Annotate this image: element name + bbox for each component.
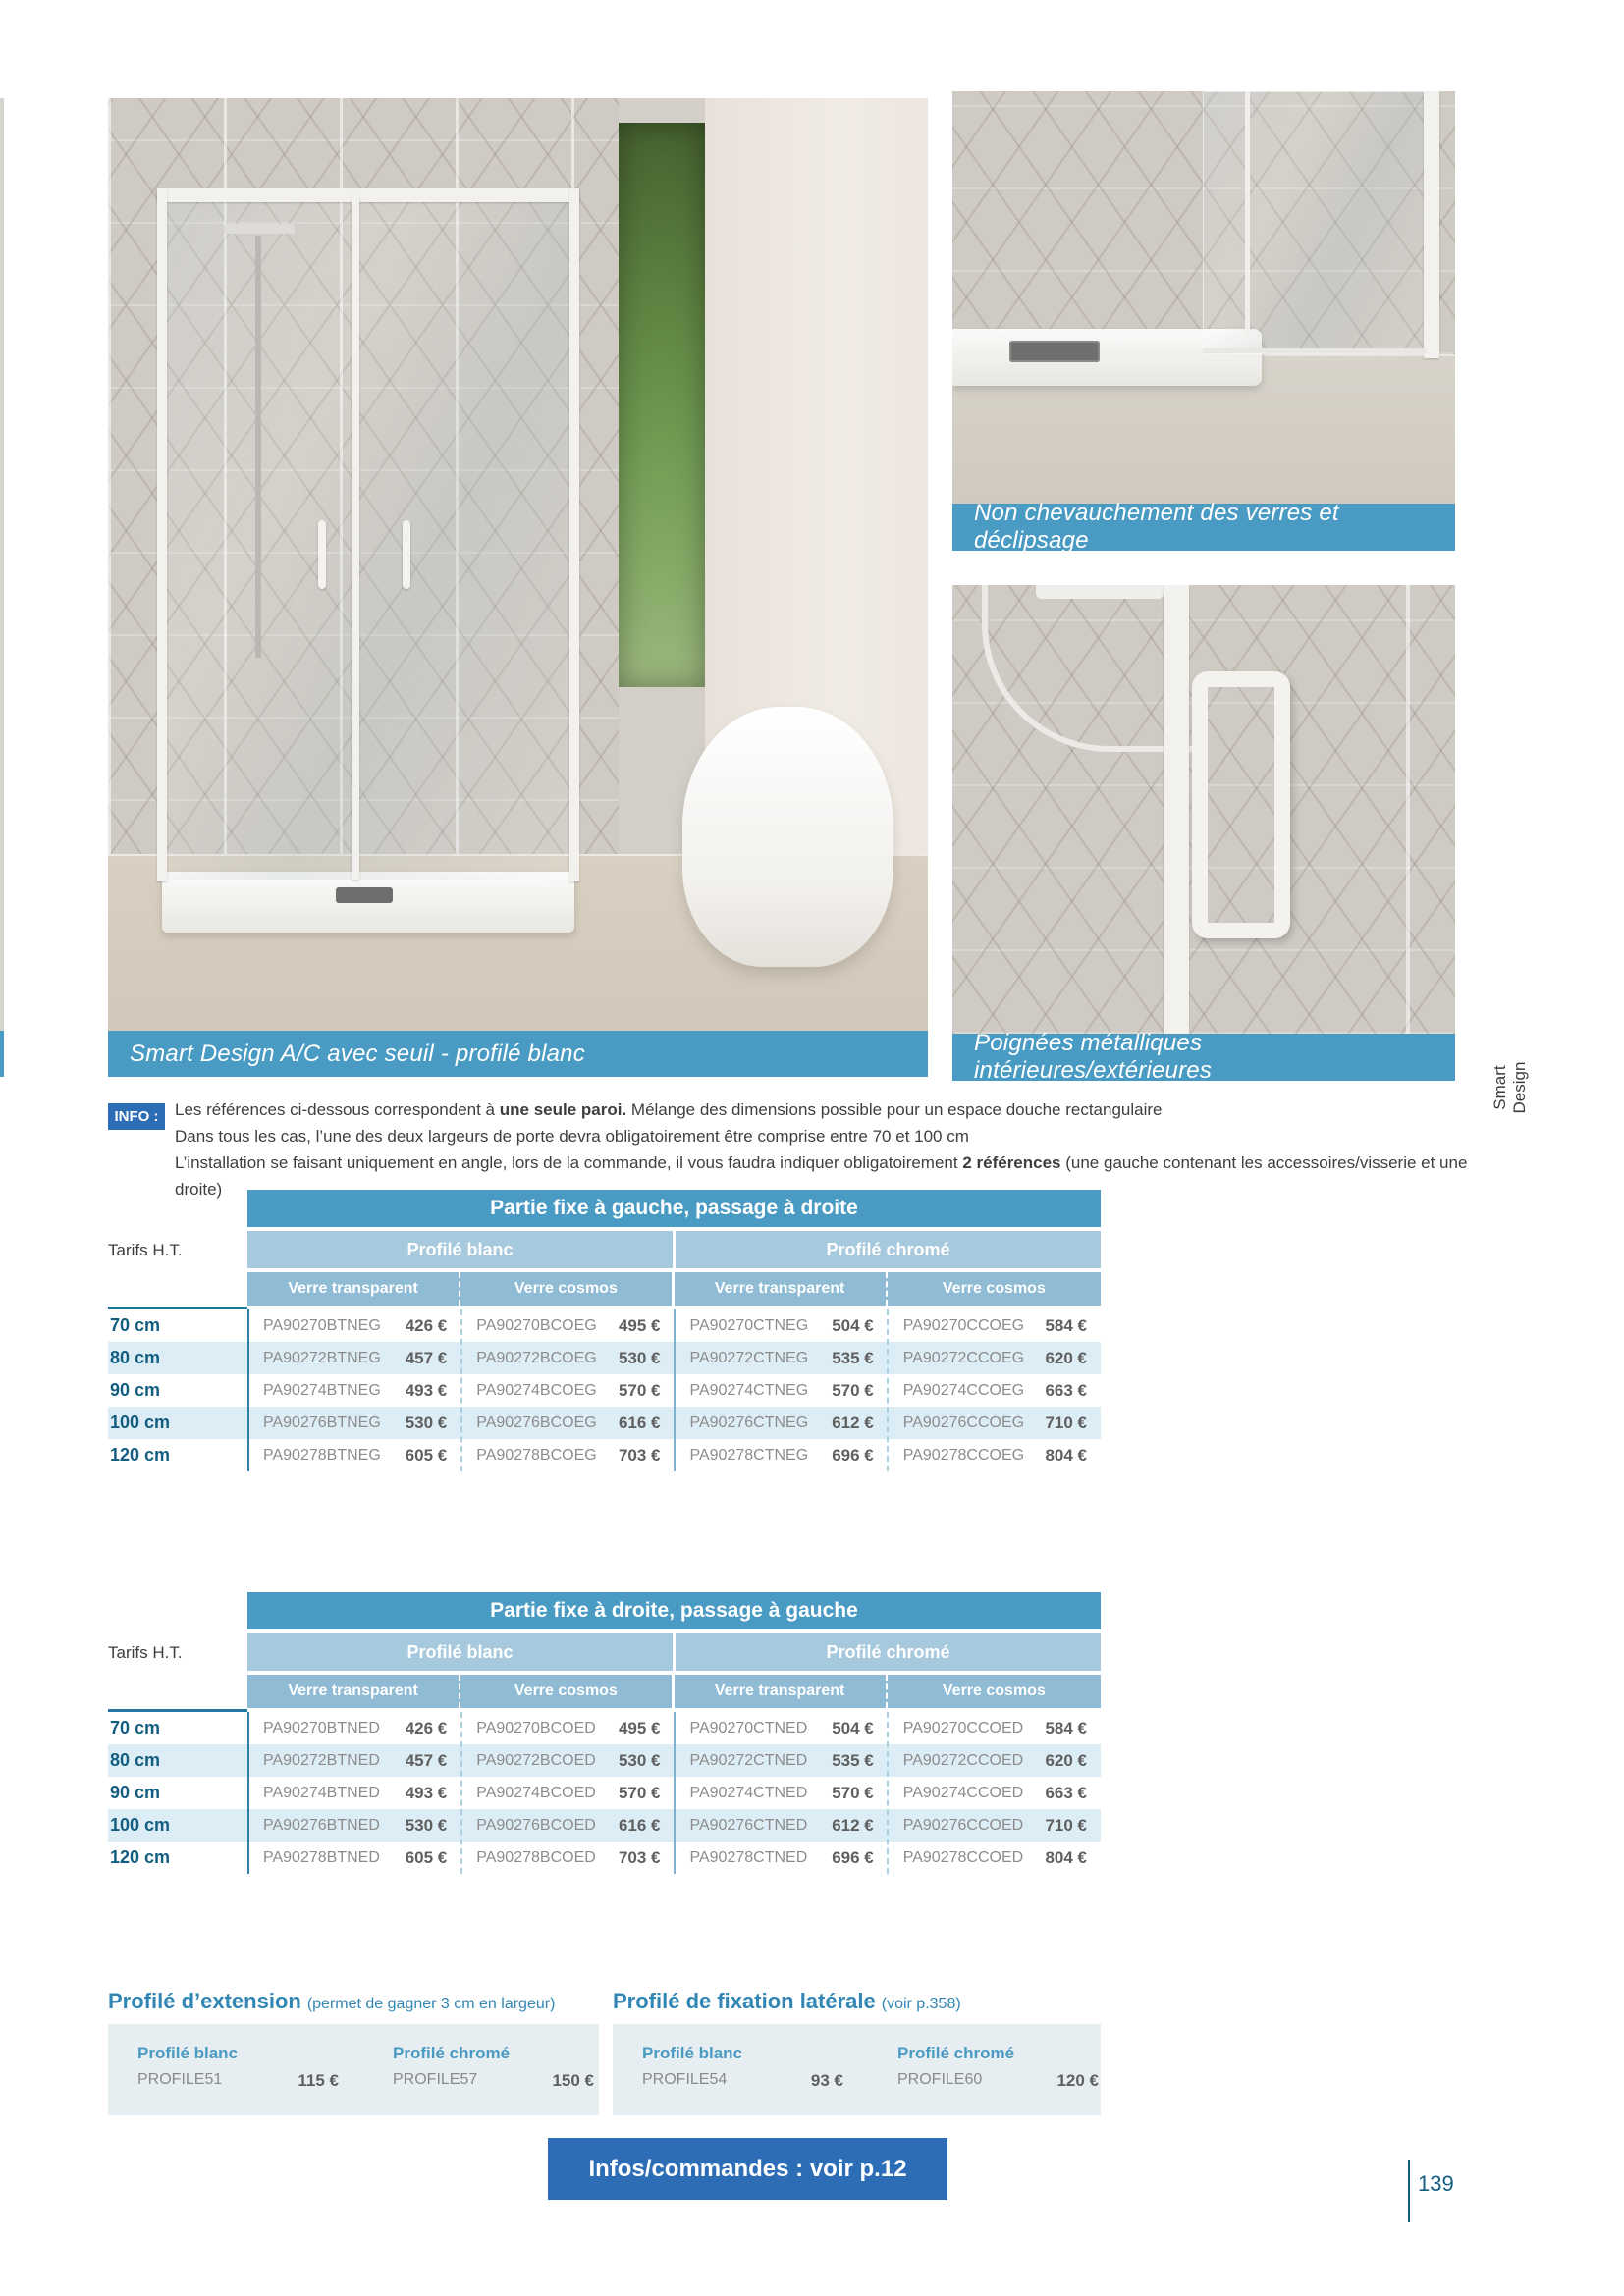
fixation-title: Profilé de fixation latérale [613,1989,876,2013]
product-ref: PA90274BCOED [476,1784,596,1801]
column-header: Verre cosmos [460,1675,674,1708]
footer-banner [548,2138,947,2200]
page-edge-sliver [0,98,4,1031]
product-price: 504 € [832,1315,874,1335]
product-ref: PA90270CCOEG [902,1316,1025,1334]
product-ref: PA90276BCOEG [476,1414,597,1431]
product-price: 535 € [832,1348,874,1367]
row-size-label: 90 cm [110,1380,161,1400]
product-price: 605 € [405,1847,448,1867]
product-price: 584 € [1045,1315,1087,1335]
table-row [108,1842,1101,1874]
column-header: Verre transparent [675,1675,888,1708]
price-cell [675,1374,888,1407]
price-cell [247,1744,460,1777]
product-price: 620 € [1045,1348,1087,1367]
frame-post-left [157,188,167,881]
product-price: 530 € [405,1815,448,1835]
price-cell [675,1342,888,1374]
top-frame-profile [157,188,579,202]
product-ref: PA90272BCOEG [476,1349,597,1366]
fixation-subtitle: (voir p.358) [881,1996,961,2012]
item-label: Profilé blanc [137,2044,239,2062]
price-table-fixed-left [108,1190,1101,1471]
product-ref: PA90270BCOEG [476,1316,597,1334]
price-cell [675,1439,888,1471]
info-line-3: L’installation se faisant uniquement en angle, lors de la commande, il vous faudra indiquer obligatoirement 2 références (une gauche contenant les accessoires/visserie et une droite) [175,1153,1468,1199]
price-cell [675,1407,888,1439]
product-ref: PA90274BTNEG [263,1381,381,1399]
caption-text: Poignées métalliques intérieures/extérieures [974,1030,1213,1084]
row-size-label: 100 cm [110,1815,171,1835]
page-number: 139 [1418,2171,1454,2196]
price-cell [675,1842,888,1874]
table-row [108,1712,1101,1744]
row-size-label: 120 cm [110,1847,171,1867]
table-column-headers [247,1675,1101,1708]
product-ref: PA90272CCOED [902,1751,1024,1769]
product-price: 696 € [832,1847,874,1867]
table-title: Partie fixe à gauche, passage à droite [247,1190,1101,1227]
item-ref: PROFILE54 [642,2071,728,2088]
row-size-label: 100 cm [110,1413,171,1432]
product-ref: PA90274BTNED [263,1784,380,1801]
price-cell [888,1342,1101,1374]
column-header: Verre transparent [247,1272,460,1306]
info-line-1: Les références ci-dessous correspondent à une seule paroi. Mélange des dimensions possible pour un espace douche rectangulaire [175,1100,1163,1119]
table-title: Partie fixe à droite, passage à gauche [247,1592,1101,1629]
separator-line [247,1712,249,1874]
caption-text: Non chevauchement des verres et déclipsage [974,500,1339,554]
product-price: 710 € [1045,1815,1087,1835]
frame-post-right [569,188,579,881]
frame-post-middle [352,196,359,880]
product-price: 535 € [832,1750,874,1770]
right-top-photo [952,91,1455,504]
column-header: Verre transparent [247,1675,460,1708]
table-row [108,1777,1101,1809]
product-price: 663 € [1045,1380,1087,1400]
pricebox-item [393,2044,594,2115]
table-row [108,1744,1101,1777]
price-cell [888,1712,1101,1744]
product-ref: PA90272BTNED [263,1751,380,1769]
product-price: 616 € [618,1815,661,1835]
price-cell [460,1777,674,1809]
row-size-label: 80 cm [110,1750,161,1770]
left-photo-caption [108,1031,928,1077]
price-cell [888,1777,1101,1809]
price-cell [888,1809,1101,1842]
extension-pricebox [108,2024,599,2115]
product-ref: PA90270BTNEG [263,1316,381,1334]
table-row [108,1809,1101,1842]
product-ref: PA90272BCOED [476,1751,596,1769]
door-handle-left [318,520,326,589]
price-cell [675,1744,888,1777]
column-header: Verre cosmos [460,1272,674,1306]
table-row [108,1342,1101,1374]
fixation-heading [613,1989,961,2014]
table-row [108,1439,1101,1471]
price-cell [247,1374,460,1407]
product-ref: PA90274CCOED [902,1784,1024,1801]
product-ref: PA90272CCOEG [902,1349,1025,1366]
product-price: 663 € [1045,1783,1087,1802]
item-price: 120 € [1056,2071,1099,2090]
product-ref: PA90270CTNED [689,1719,808,1736]
group-header: Profilé blanc [247,1633,673,1671]
product-price: 584 € [1045,1718,1087,1737]
price-cell [460,1374,674,1407]
price-cell [888,1439,1101,1471]
product-price: 457 € [405,1348,448,1367]
fixation-pricebox [613,2024,1101,2115]
left-product-photo [108,98,928,1031]
price-cell [460,1407,674,1439]
right-bottom-caption [952,1030,1455,1084]
item-price: 115 € [298,2071,339,2090]
price-cell [460,1809,674,1842]
glass-support-pole [1245,91,1250,339]
separator-line [674,1712,676,1874]
product-ref: PA90276CTNEG [689,1414,809,1431]
bathtub [682,707,893,967]
drain-grate [1009,341,1100,362]
product-price: 710 € [1045,1413,1087,1432]
group-header: Profilé blanc [247,1231,673,1268]
info-badge-text: INFO : [114,1108,159,1125]
product-ref: PA90278CCOED [902,1848,1024,1866]
product-price: 495 € [618,1718,661,1737]
price-table-fixed-right [108,1592,1101,1874]
info-line-2: Dans tous les cas, l’une des deux largeurs de porte devra obligatoirement être comprise entre 70 et 100 cm [175,1127,969,1146]
side-tab-label [1490,1029,1530,1147]
product-ref: PA90276CTNED [689,1816,808,1834]
product-ref: PA90272CTNEG [689,1349,809,1366]
separator-line [887,1712,889,1874]
product-ref: PA90276BCOED [476,1816,596,1834]
caption-text: Smart Design A/C avec seuil - profilé blanc [130,1040,585,1067]
item-price: 150 € [552,2071,594,2090]
price-cell [460,1342,674,1374]
tarifs-label: Tarifs H.T. [108,1643,183,1662]
column-header: Verre transparent [675,1272,888,1306]
glass-bottom-seal [1203,348,1427,353]
product-price: 493 € [405,1783,448,1802]
product-price: 703 € [618,1445,661,1465]
table-rows [108,1712,1101,1874]
table-row [108,1407,1101,1439]
product-price: 570 € [618,1783,661,1802]
table-group-headers [247,1231,1101,1268]
glass-panel [1203,91,1429,354]
product-ref: PA90278BCOEG [476,1446,597,1464]
door-frame-profile [1164,585,1189,1034]
product-price: 612 € [832,1815,874,1835]
product-ref: PA90270BTNED [263,1719,380,1736]
tarifs-label: Tarifs H.T. [108,1241,183,1259]
extension-heading [108,1989,555,2014]
item-ref: PROFILE51 [137,2071,223,2088]
group-header: Profilé chromé [676,1633,1101,1671]
product-ref: PA90270BCOED [476,1719,596,1736]
pricebox-item [897,2044,1099,2115]
price-cell [247,1777,460,1809]
product-price: 570 € [832,1783,874,1802]
product-ref: PA90270CCOED [902,1719,1024,1736]
shower-head [224,224,295,234]
product-ref: PA90276CCOED [902,1816,1024,1834]
metal-handle [1192,671,1290,938]
item-price: 93 € [810,2071,843,2090]
price-cell [247,1439,460,1471]
page-number-rule [1408,2160,1410,2222]
product-ref: PA90272BTNEG [263,1349,381,1366]
price-cell [888,1842,1101,1874]
product-ref: PA90274BCOEG [476,1381,597,1399]
table-row [108,1309,1101,1342]
price-cell [675,1809,888,1842]
product-ref: PA90274CCOEG [902,1381,1025,1399]
product-price: 570 € [832,1380,874,1400]
price-cell [247,1842,460,1874]
column-header: Verre cosmos [888,1272,1101,1306]
price-cell [460,1712,674,1744]
product-ref: PA90276CCOEG [902,1414,1025,1431]
separator-line [460,1309,462,1471]
mixer-bar [1036,585,1164,599]
separator-line [460,1712,462,1874]
price-cell [888,1309,1101,1342]
product-price: 620 € [1045,1750,1087,1770]
product-price: 804 € [1045,1445,1087,1465]
right-bottom-photo [952,585,1455,1034]
product-price: 426 € [405,1315,448,1335]
column-header: Verre cosmos [888,1675,1101,1708]
product-ref: PA90274CTNEG [689,1381,809,1399]
side-label-line2: Design [1510,1061,1529,1114]
item-label: Profilé chromé [393,2044,511,2062]
table-row [108,1374,1101,1407]
pricebox-item [137,2044,339,2115]
product-price: 426 € [405,1718,448,1737]
product-ref: PA90278BTNED [263,1848,380,1866]
product-ref: PA90274CTNED [689,1784,808,1801]
price-cell [675,1777,888,1809]
price-cell [247,1809,460,1842]
price-cell [247,1712,460,1744]
product-price: 457 € [405,1750,448,1770]
row-size-label: 80 cm [110,1348,161,1367]
product-ref: PA90270CTNEG [689,1316,809,1334]
price-cell [247,1309,460,1342]
product-price: 696 € [832,1445,874,1465]
separator-line [887,1309,889,1471]
door-handle-right [403,520,410,589]
product-ref: PA90278BTNEG [263,1446,381,1464]
product-price: 530 € [618,1348,661,1367]
side-label-line1: Smart [1489,1065,1509,1110]
product-price: 530 € [405,1413,448,1432]
product-ref: PA90276BTNED [263,1816,380,1834]
extension-title: Profilé d’extension [108,1989,301,2013]
item-ref: PROFILE60 [897,2071,983,2088]
item-label: Profilé chromé [897,2044,1015,2062]
glass-panels [162,191,576,881]
table-rows [108,1309,1101,1471]
wall-frame-profile [1424,91,1439,358]
price-cell [888,1407,1101,1439]
row-size-label: 90 cm [110,1783,161,1802]
extension-subtitle: (permet de gagner 3 cm en largeur) [306,1996,556,2012]
product-price: 493 € [405,1380,448,1400]
price-cell [675,1309,888,1342]
product-ref: PA90278CCOEG [902,1446,1025,1464]
pricebox-item [642,2044,843,2115]
product-ref: PA90278CTNEG [689,1446,809,1464]
glass-edge [1406,585,1410,1034]
shower-column [255,236,261,658]
product-price: 570 € [618,1380,661,1400]
price-cell [460,1842,674,1874]
product-ref: PA90278CTNED [689,1848,808,1866]
row-size-label: 70 cm [110,1315,161,1335]
row-size-label: 70 cm [110,1718,161,1737]
info-paragraph [175,1096,1481,1202]
price-cell [247,1407,460,1439]
price-cell [460,1439,674,1471]
product-price: 804 € [1045,1847,1087,1867]
drain-grate [336,887,393,903]
price-cell [888,1744,1101,1777]
product-price: 612 € [832,1413,874,1432]
price-cell [675,1712,888,1744]
group-header: Profilé chromé [676,1231,1101,1268]
product-ref: PA90276BTNEG [263,1414,381,1431]
info-badge [108,1103,165,1130]
product-ref: PA90278BCOED [476,1848,596,1866]
item-ref: PROFILE57 [393,2071,478,2088]
right-top-caption [952,500,1455,554]
price-cell [460,1744,674,1777]
price-cell [247,1342,460,1374]
table-group-headers [247,1633,1101,1671]
product-price: 530 € [618,1750,661,1770]
row-size-label: 120 cm [110,1445,171,1465]
product-price: 703 € [618,1847,661,1867]
price-cell [888,1374,1101,1407]
table-column-headers [247,1272,1101,1306]
product-price: 616 € [618,1413,661,1432]
item-label: Profilé blanc [642,2044,743,2062]
product-price: 605 € [405,1445,448,1465]
separator-line [674,1309,676,1471]
product-ref: PA90272CTNED [689,1751,808,1769]
separator-line [247,1309,249,1471]
page-edge-sliver-caption [0,1031,4,1077]
price-cell [460,1309,674,1342]
product-price: 504 € [832,1718,874,1737]
product-price: 495 € [618,1315,661,1335]
window-greenery [619,123,705,687]
footer-text: Infos/commandes : voir p.12 [588,2155,907,2182]
